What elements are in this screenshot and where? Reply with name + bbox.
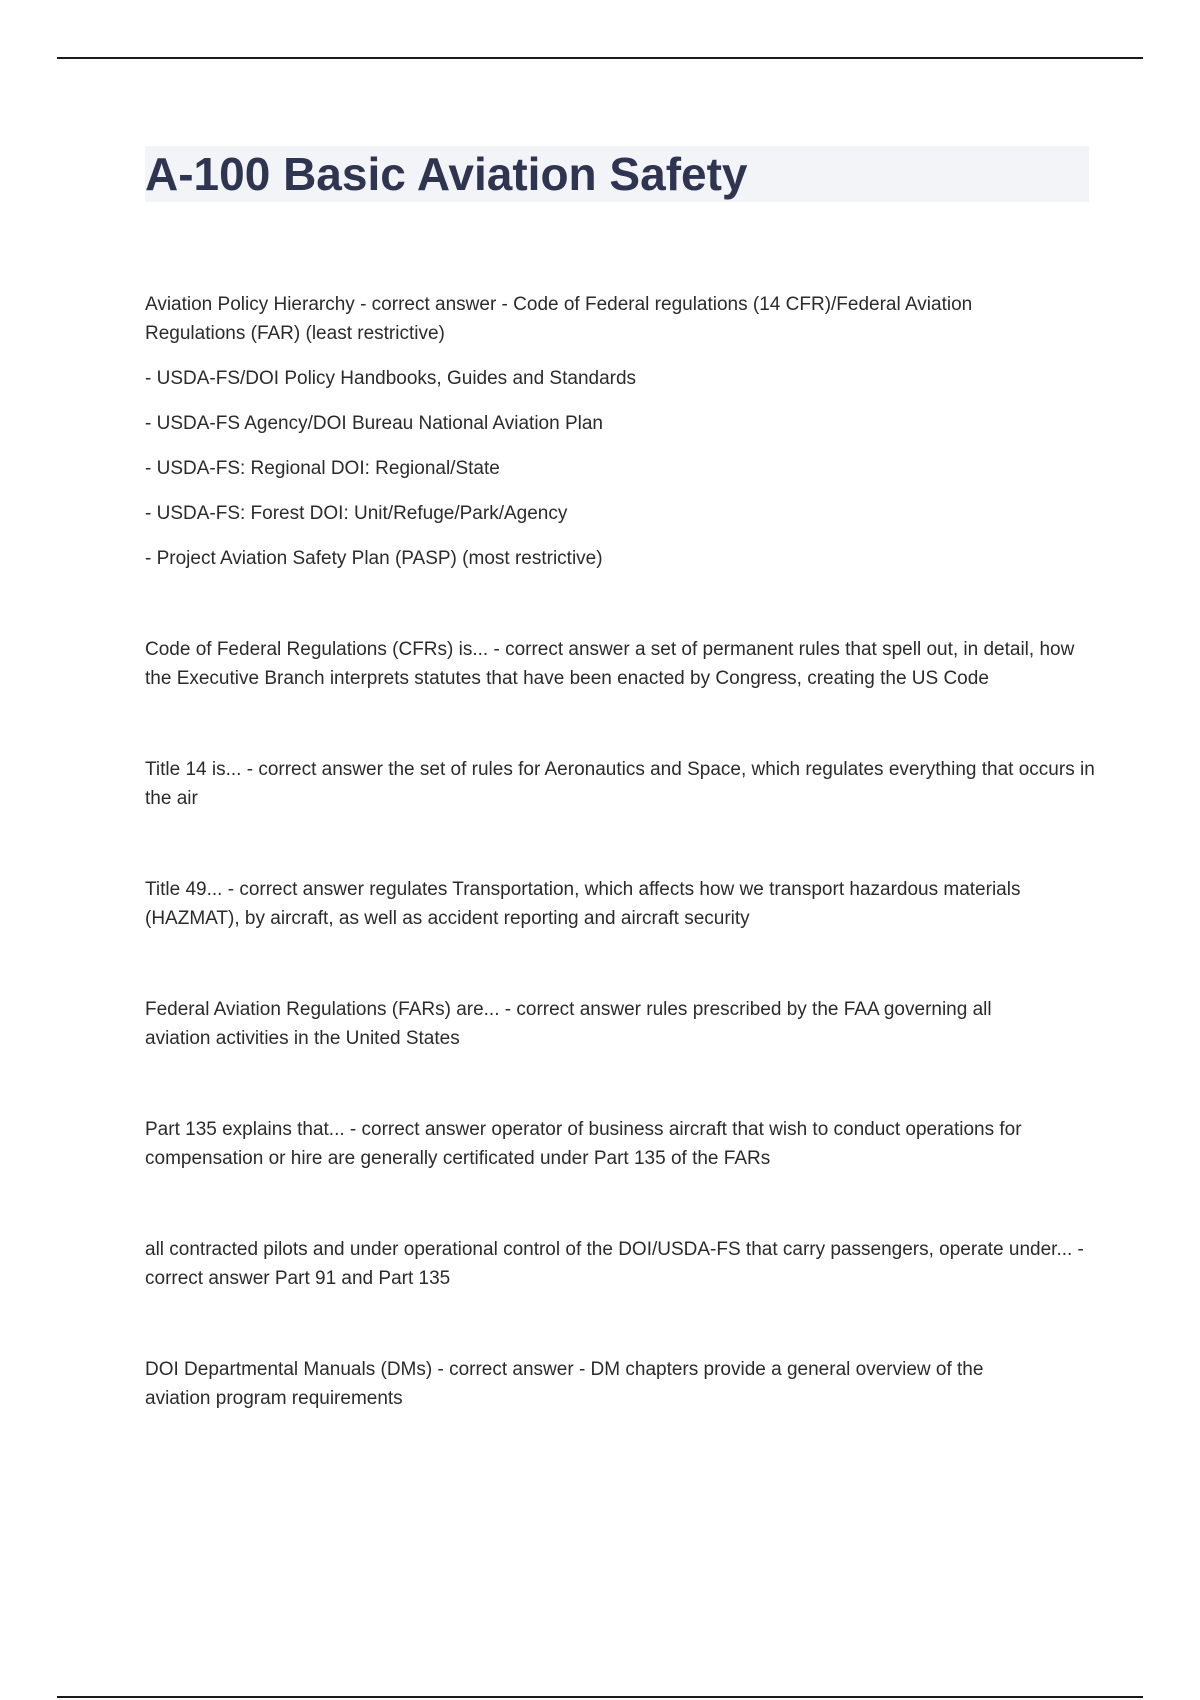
sub-item: - USDA-FS: Forest DOI: Unit/Refuge/Park/Agency [145, 503, 568, 524]
sub-item: - USDA-FS/DOI Policy Handbooks, Guides and Standards [145, 368, 637, 389]
entry-text: Title 49... - correct answer regulates Transportation, which affects how we transport hazardous materials (HAZMAT), by aircraft, as well as accident reporting and aircraft security [145, 879, 1021, 929]
entry-text: Federal Aviation Regulations (FARs) are... - correct answer rules prescribed by the FAA governing all aviation activities in the United States [145, 999, 992, 1049]
entry-text: Title 14 is... - correct answer the set of rules for Aeronautics and Space, which regulates everything that occurs in the air [145, 759, 1095, 809]
entry-text: all contracted pilots and under operational control of the DOI/USDA-FS that carry passengers, operate under... - correct answer Part 91 and Part 135 [145, 1239, 1084, 1289]
sub-item: - USDA-FS Agency/DOI Bureau National Aviation Plan [145, 413, 603, 434]
entry-text: DOI Departmental Manuals (DMs) - correct answer - DM chapters provide a general overview of the aviation program requirements [145, 1359, 984, 1409]
top-rule [57, 57, 1143, 59]
document-body [145, 290, 1095, 1413]
entry-text: Code of Federal Regulations (CFRs) is... - correct answer a set of permanent rules that spell out, in detail, how the Executive Branch interprets statutes that have been enacted by Congress, creating the US Code [145, 639, 1075, 689]
entry-text: Part 135 explains that... - correct answer operator of business aircraft that wish to conduct operations for compensation or hire are generally certificated under Part 135 of the FARs [145, 1119, 1022, 1169]
sub-item: - Project Aviation Safety Plan (PASP) (most restrictive) [145, 548, 603, 569]
bottom-rule [57, 1696, 1143, 1698]
entry-text: Aviation Policy Hierarchy - correct answer - Code of Federal regulations (14 CFR)/Federal Aviation Regulations (FAR) (least restrictive) [145, 294, 973, 344]
sub-item: - USDA-FS: Regional DOI: Regional/State [145, 458, 500, 479]
page-title: A-100 Basic Aviation Safety [145, 148, 748, 200]
